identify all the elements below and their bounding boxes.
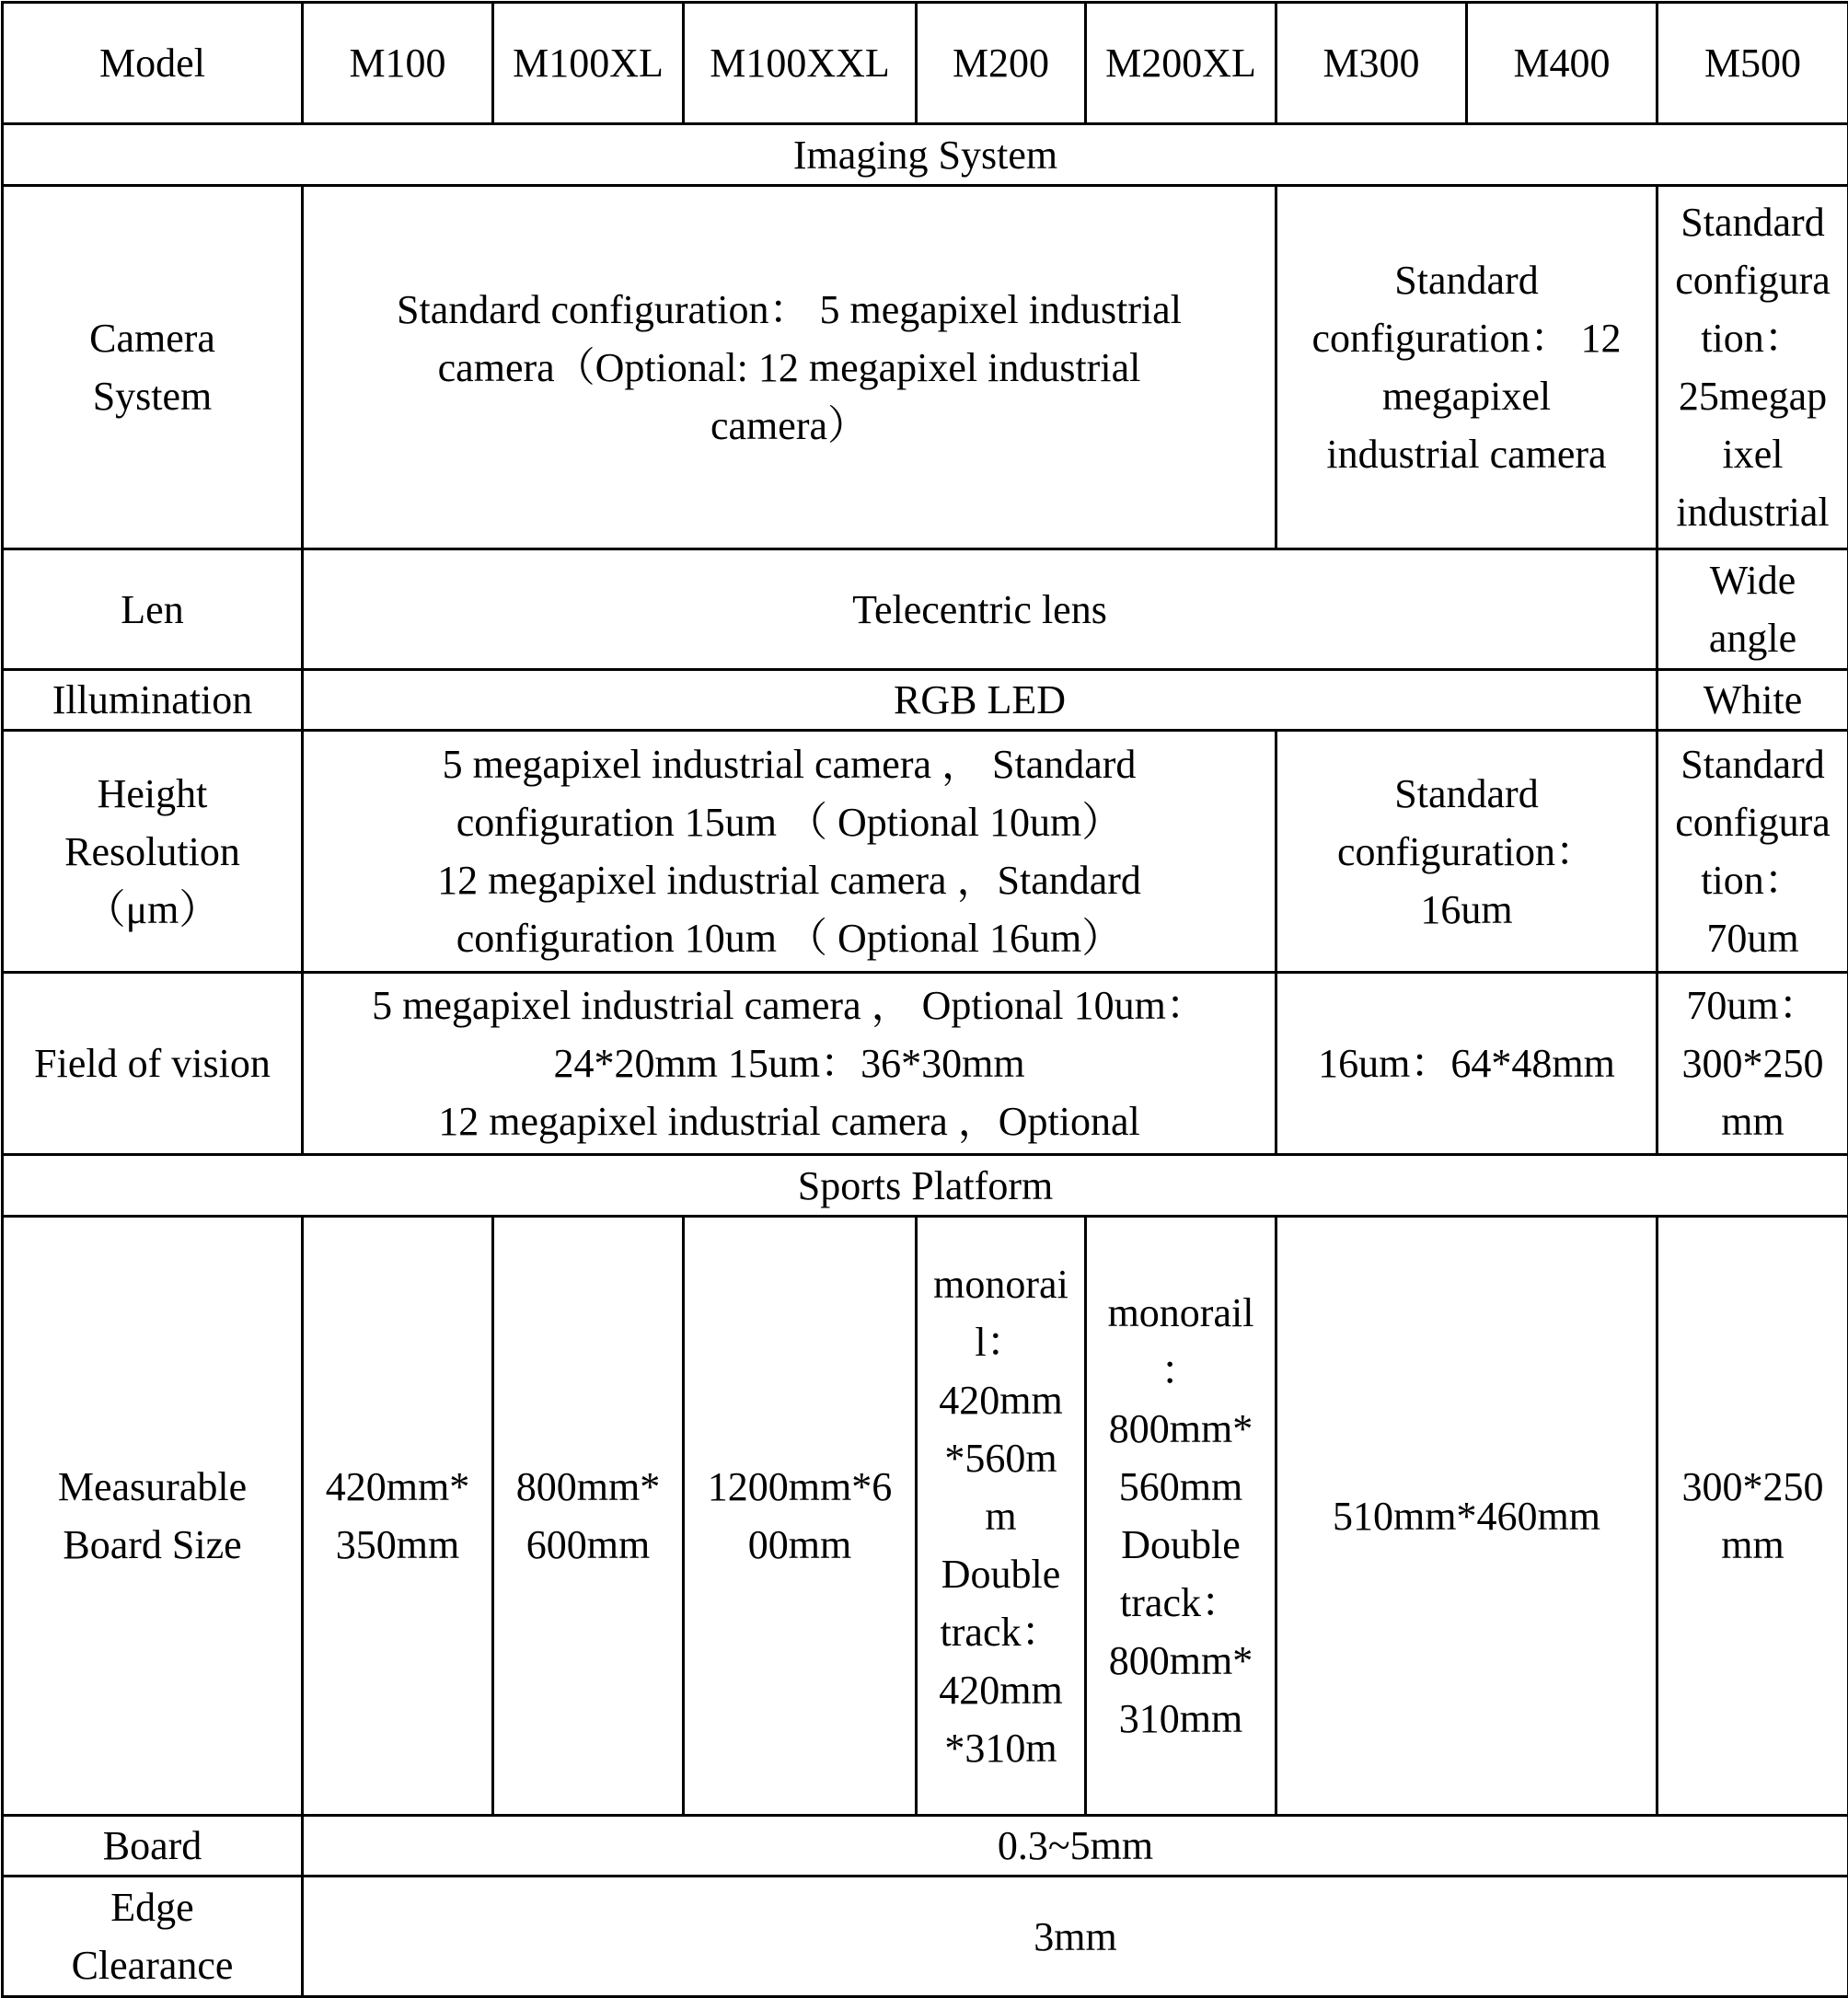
height-resolution-row [3,731,1848,973]
board-thickness-row [3,1816,1848,1877]
board-size-m100xl: 800mm* 600mm [493,1217,684,1816]
illumination-m100-m400: RGB LED [303,670,1657,731]
board-size-m300-m400: 510mm*460mm [1276,1217,1657,1816]
camera-m100-m200xl: Standard configuration： 5 megapixel industrial camera（Optional: 12 megapixel industrial camera） [303,186,1276,549]
height-resolution-m500: Standard configura tion： 70um [1657,731,1848,973]
camera-label: Camera System [3,186,303,549]
board-size-label: Measurable Board Size [3,1217,303,1816]
board-thickness-label: Board [3,1816,303,1877]
camera-m300-m400: Standard configuration： 12 megapixel industrial camera [1276,186,1657,549]
platform-section-row [3,1155,1848,1217]
model-m400: M400 [1467,3,1657,124]
model-m300: M300 [1276,3,1467,124]
edge-clearance-label: Edge Clearance [3,1877,303,1997]
model-header-label: Model [3,3,303,124]
illumination-m500: White [1657,670,1848,731]
height-resolution-label: Height Resolution （μm） [3,731,303,973]
illumination-label: Illumination [3,670,303,731]
field-of-vision-label: Field of vision [3,973,303,1155]
lens-label: Len [3,549,303,670]
imaging-section-row [3,124,1848,186]
height-resolution-m100-m200xl: 5 megapixel industrial camera ， Standard configuration 15um （ Optional 10um） 12 megapixel industrial camera ，Standard configuration 10um （ Optional 16um） [303,731,1276,973]
field-of-vision-row [3,973,1848,1155]
board-size-m100: 420mm* 350mm [303,1217,493,1816]
edge-clearance-value: 3mm [303,1877,1848,1997]
model-m100: M100 [303,3,493,124]
imaging-system-heading: Imaging System [3,124,1848,186]
model-m200xl: M200XL [1086,3,1276,124]
board-size-m200xl: monorail ： 800mm* 560mm Double track： 800mm* 310mm [1086,1217,1276,1816]
lens-m100-m400: Telecentric lens [303,549,1657,670]
board-size-m200: monorai l： 420mm *560m m Double track： 420mm *310m [917,1217,1086,1816]
camera-m500: Standard configura tion： 25megap ixel industrial [1657,186,1848,549]
illumination-row [3,670,1848,731]
model-m500: M500 [1657,3,1848,124]
height-resolution-m300-m400: Standard configuration： 16um [1276,731,1657,973]
field-of-vision-m300-m400: 16um：64*48mm [1276,973,1657,1155]
field-of-vision-m500: 70um： 300*250 mm [1657,973,1848,1155]
edge-clearance-row [3,1877,1848,1997]
camera-row [3,186,1848,549]
lens-m500: Wide angle [1657,549,1848,670]
field-of-vision-m100-m200xl: 5 megapixel industrial camera ， Optional 10um： 24*20mm 15um：36*30mm 12 megapixel industrial camera ，Optional [303,973,1276,1155]
model-m100xxl: M100XXL [684,3,917,124]
spec-table [1,1,1848,1998]
lens-row [3,549,1848,670]
model-m100xl: M100XL [493,3,684,124]
board-size-m500: 300*250 mm [1657,1217,1848,1816]
model-m200: M200 [917,3,1086,124]
model-row [3,3,1848,124]
board-thickness-value: 0.3~5mm [303,1816,1848,1877]
board-size-row [3,1217,1848,1816]
board-size-m100xxl: 1200mm*6 00mm [684,1217,917,1816]
sports-platform-heading: Sports Platform [3,1155,1848,1217]
